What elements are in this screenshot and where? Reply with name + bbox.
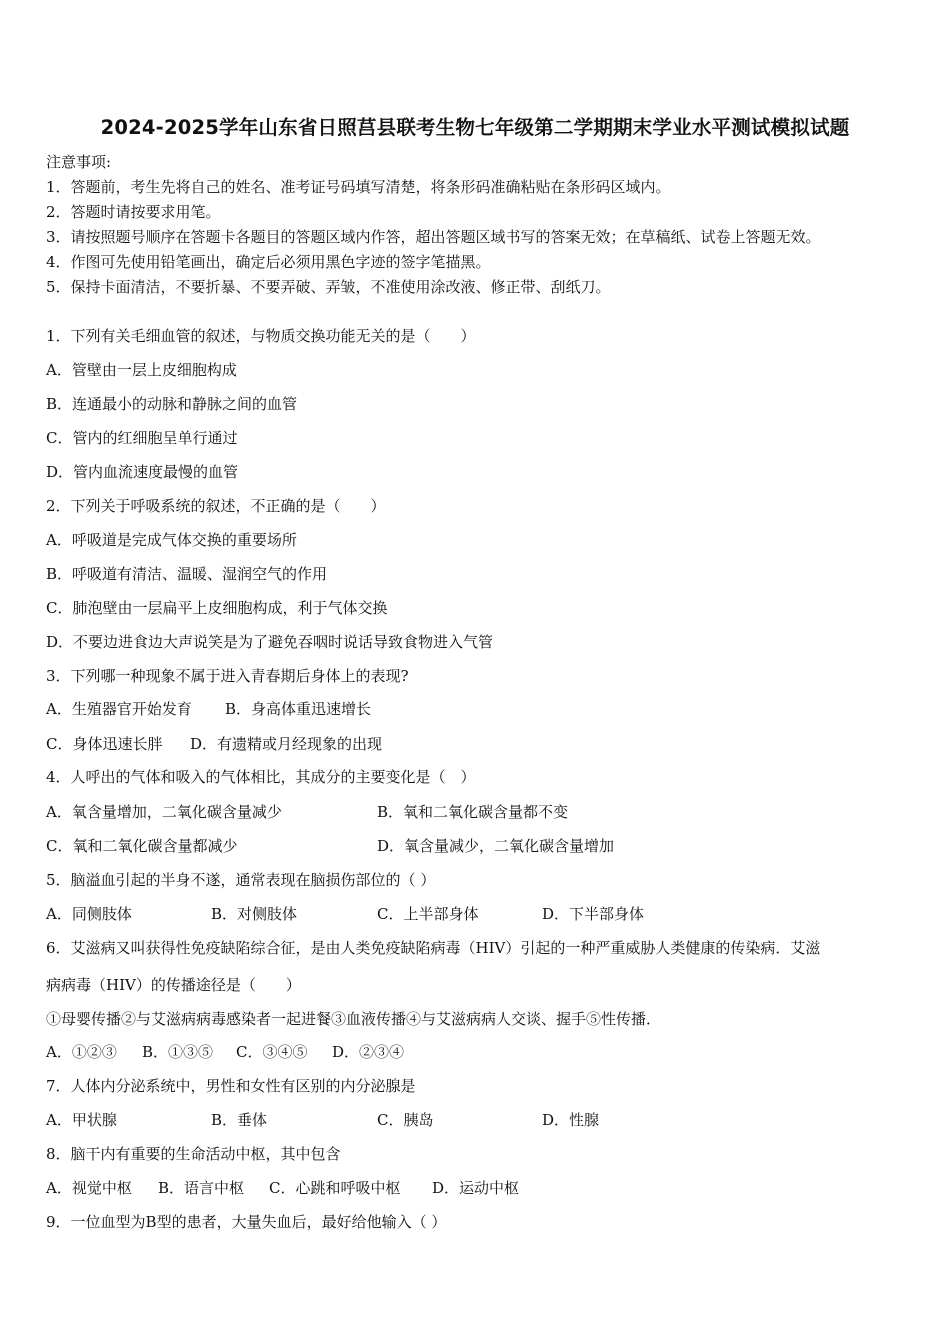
answer-option: B．连通最小的动脉和静脉之间的血管 bbox=[46, 395, 298, 413]
answer-option: B．语言中枢 bbox=[158, 1179, 245, 1197]
answer-option: C．身体迅速长胖 bbox=[46, 735, 163, 753]
answer-option: B．垂体 bbox=[211, 1111, 268, 1129]
question-stem: 病病毒（HIV）的传播途径是（ ） bbox=[46, 976, 301, 994]
answer-option: C．氧和二氧化碳含量都减少 bbox=[46, 837, 238, 855]
notice-item: 4．作图可先使用铅笔画出，确定后必须用黑色字迹的签字笔描黑。 bbox=[46, 253, 491, 271]
question-stem: 8．脑干内有重要的生命活动中枢，其中包含 bbox=[46, 1145, 341, 1163]
answer-option: B．身高体重迅速增长 bbox=[225, 700, 372, 718]
notice-item: 1．答题前，考生先将自己的姓名、准考证号码填写清楚，将条形码准确粘贴在条形码区域内。 bbox=[46, 178, 671, 196]
answer-option: D．管内血流速度最慢的血管 bbox=[46, 463, 239, 481]
answer-option: C．③④⑤ bbox=[236, 1043, 308, 1061]
answer-option: C．肺泡壁由一层扁平上皮细胞构成，利于气体交换 bbox=[46, 599, 388, 617]
answer-option: A．甲状腺 bbox=[46, 1111, 117, 1129]
exam-title: 2024-2025学年山东省日照莒县联考生物七年级第二学期期末学业水平测试模拟试题 bbox=[100, 116, 850, 139]
answer-option: A．呼吸道是完成气体交换的重要场所 bbox=[46, 531, 297, 549]
notice-heading: 注意事项: bbox=[46, 153, 112, 171]
question-stem: 4．人呼出的气体和吸入的气体相比，其成分的主要变化是（ ） bbox=[46, 768, 476, 786]
question-stem: ①母婴传播②与艾滋病病毒感染者一起进餐③血液传播④与艾滋病病人交谈、握手⑤性传播． bbox=[46, 1010, 662, 1028]
answer-option: D．性腺 bbox=[542, 1111, 600, 1129]
answer-option: A．①②③ bbox=[46, 1043, 117, 1061]
answer-option: A．管壁由一层上皮细胞构成 bbox=[46, 361, 237, 379]
answer-option: B．①③⑤ bbox=[142, 1043, 214, 1061]
answer-option: D．氧含量减少，二氧化碳含量增加 bbox=[377, 837, 615, 855]
notice-item: 5．保持卡面清洁，不要折暴、不要弄破、弄皱，不准使用涂改液、修正带、刮纸刀。 bbox=[46, 278, 611, 296]
question-stem: 6．艾滋病又叫获得性免疫缺陷综合征，是由人类免疫缺陷病毒（HIV）引起的一种严重威胁人类健康的传染病．艾滋 bbox=[46, 939, 821, 957]
answer-option: B．对侧肢体 bbox=[211, 905, 298, 923]
answer-option: C．管内的红细胞呈单行通过 bbox=[46, 429, 238, 447]
question-stem: 5．脑溢血引起的半身不遂，通常表现在脑损伤部位的（ ） bbox=[46, 871, 436, 889]
answer-option: C．胰岛 bbox=[377, 1111, 434, 1129]
question-stem: 1．下列有关毛细血管的叙述，与物质交换功能无关的是（ ） bbox=[46, 327, 476, 345]
answer-option: A．同侧肢体 bbox=[46, 905, 132, 923]
question-stem: 9．一位血型为B型的患者，大量失血后，最好给他输入（ ） bbox=[46, 1213, 447, 1231]
answer-option: A．氧含量增加，二氧化碳含量减少 bbox=[46, 803, 282, 821]
answer-option: B．呼吸道有清洁、温暖、湿润空气的作用 bbox=[46, 565, 328, 583]
answer-option: B．氧和二氧化碳含量都不变 bbox=[377, 803, 569, 821]
answer-option: D．②③④ bbox=[332, 1043, 405, 1061]
question-stem: 2．下列关于呼吸系统的叙述，不正确的是（ ） bbox=[46, 497, 386, 515]
answer-option: D．下半部身体 bbox=[542, 905, 645, 923]
answer-option: A．视觉中枢 bbox=[46, 1179, 132, 1197]
question-stem: 7．人体内分泌系统中，男性和女性有区别的内分泌腺是 bbox=[46, 1077, 416, 1095]
notice-item: 2．答题时请按要求用笔。 bbox=[46, 203, 221, 221]
answer-option: D．运动中枢 bbox=[432, 1179, 520, 1197]
answer-option: D．有遗精或月经现象的出现 bbox=[190, 735, 383, 753]
question-stem: 3．下列哪一种现象不属于进入青春期后身体上的表现? bbox=[46, 667, 409, 685]
notice-item: 3．请按照题号顺序在答题卡各题目的答题区域内作答，超出答题区域书写的答案无效；在草稿纸、试卷上答题无效。 bbox=[46, 228, 821, 246]
answer-option: D．不要边进食边大声说笑是为了避免吞咽时说话导致食物进入气管 bbox=[46, 633, 494, 651]
answer-option: A．生殖器官开始发育 bbox=[46, 700, 192, 718]
answer-option: C．心跳和呼吸中枢 bbox=[269, 1179, 401, 1197]
answer-option: C．上半部身体 bbox=[377, 905, 479, 923]
